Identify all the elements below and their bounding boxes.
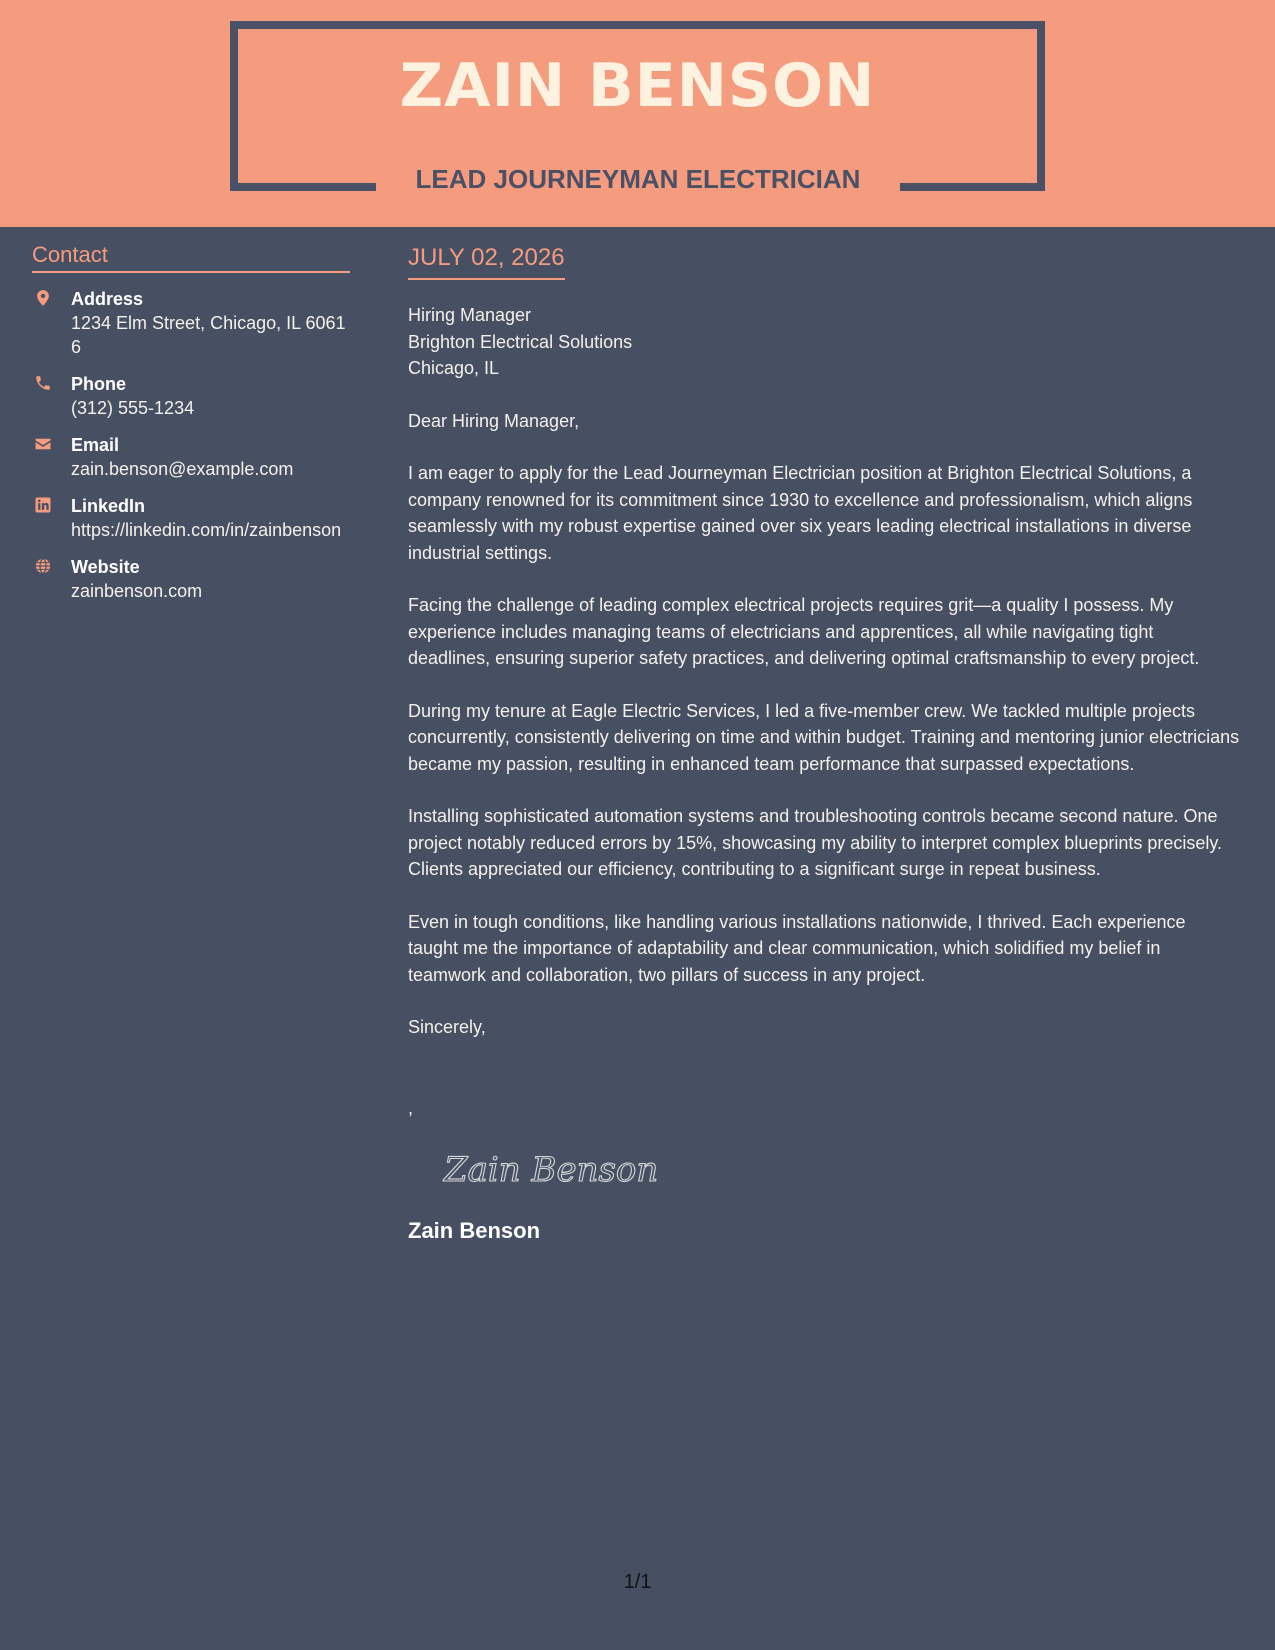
contact-label-phone: Phone [71,374,127,394]
envelope-icon [34,435,52,453]
letter-paragraph: Facing the challenge of leading complex electrical projects requires grit—a quality I possess. My experience includes managing teams of electricians and apprentices, all while navigating tight deadlines, ensuring superior safety practices, and delivering optimal craftsmanship to every project. [408,595,1200,668]
signature-text: Zain Benson [444,1150,659,1190]
contact-label-address: Address [71,289,144,309]
frame-right-border [1037,21,1045,191]
letter-body [408,246,1240,1244]
handwritten-signature [440,1139,660,1199]
letter-date: JULY 02, 2026 [408,246,565,280]
header-banner [0,0,1275,227]
contact-phone [32,372,352,420]
signer-name: Zain Benson [408,1218,541,1243]
job-title: LEAD JOURNEYMAN ELECTRICIAN [415,164,861,194]
contact-sidebar [32,244,352,616]
candidate-name: ZAIN BENSON [399,51,876,121]
recipient-block [408,302,1240,382]
recipient-line: Hiring Manager [408,305,532,325]
contact-linkedin [32,494,352,542]
frame-top-border [230,21,1045,29]
salutation: Dear Hiring Manager, [408,410,580,431]
contact-value-website[interactable]: zainbenson.com [71,581,203,601]
globe-icon [34,557,52,575]
contact-heading: Contact [32,244,350,273]
letter-paragraph: I am eager to apply for the Lead Journeyman Electrician position at Brighton Electrical Solutions, a company renowned for its commitment since 1930 to excellence and professionalism, which aligns seamlessly with my robust expertise gained over six years leading electrical installations in diverse industrial settings. [408,463,1193,563]
closing: Sincerely, [408,1017,486,1037]
contact-label-website: Website [71,557,140,577]
page-number: 1/1 [623,1571,652,1593]
contact-website [32,555,352,603]
map-pin-icon [34,289,52,307]
recipient-line: Brighton Electrical Solutions [408,331,633,352]
comma-line: , [408,1097,414,1118]
frame-bottom-right-border [900,183,1045,191]
frame-bottom-left-border [230,183,376,191]
phone-icon [34,374,52,392]
frame-left-border [230,21,238,191]
contact-email [32,433,352,481]
recipient-line: Chicago, IL [408,358,500,378]
contact-value-linkedin[interactable]: https://linkedin.com/in/zainbenson [71,520,342,540]
letter-paragraph: Even in tough conditions, like handling various installations nationwide, I thrived. Each experience taught me the importance of adaptability and clear communication, which solidified my belief in teamwork and collaboration, two pillars of success in any project. [408,911,1186,985]
letter-paragraph: Installing sophisticated automation systems and troubleshooting controls became second nature. One project notably reduced errors by 15%, showcasing my ability to interpret complex blueprints precisely. Clients appreciated our efficiency, contributing to a significant surge in repeat business. [408,806,1223,879]
contact-value-phone: (312) 555-1234 [71,398,195,418]
contact-address [32,287,352,359]
contact-label-linkedin: LinkedIn [71,496,146,516]
contact-label-email: Email [71,435,120,455]
contact-value-address: 1234 Elm Street, Chicago, IL 60616 [71,313,346,357]
linkedin-icon [34,496,52,514]
contact-value-email[interactable]: zain.benson@example.com [71,459,294,479]
letter-paragraph: During my tenure at Eagle Electric Services, I led a five-member crew. We tackled multiple projects concurrently, consistently delivering on time and within budget. Training and mentoring junior electricians became my passion, resulting in enhanced team performance that surpassed expectations. [408,700,1240,774]
